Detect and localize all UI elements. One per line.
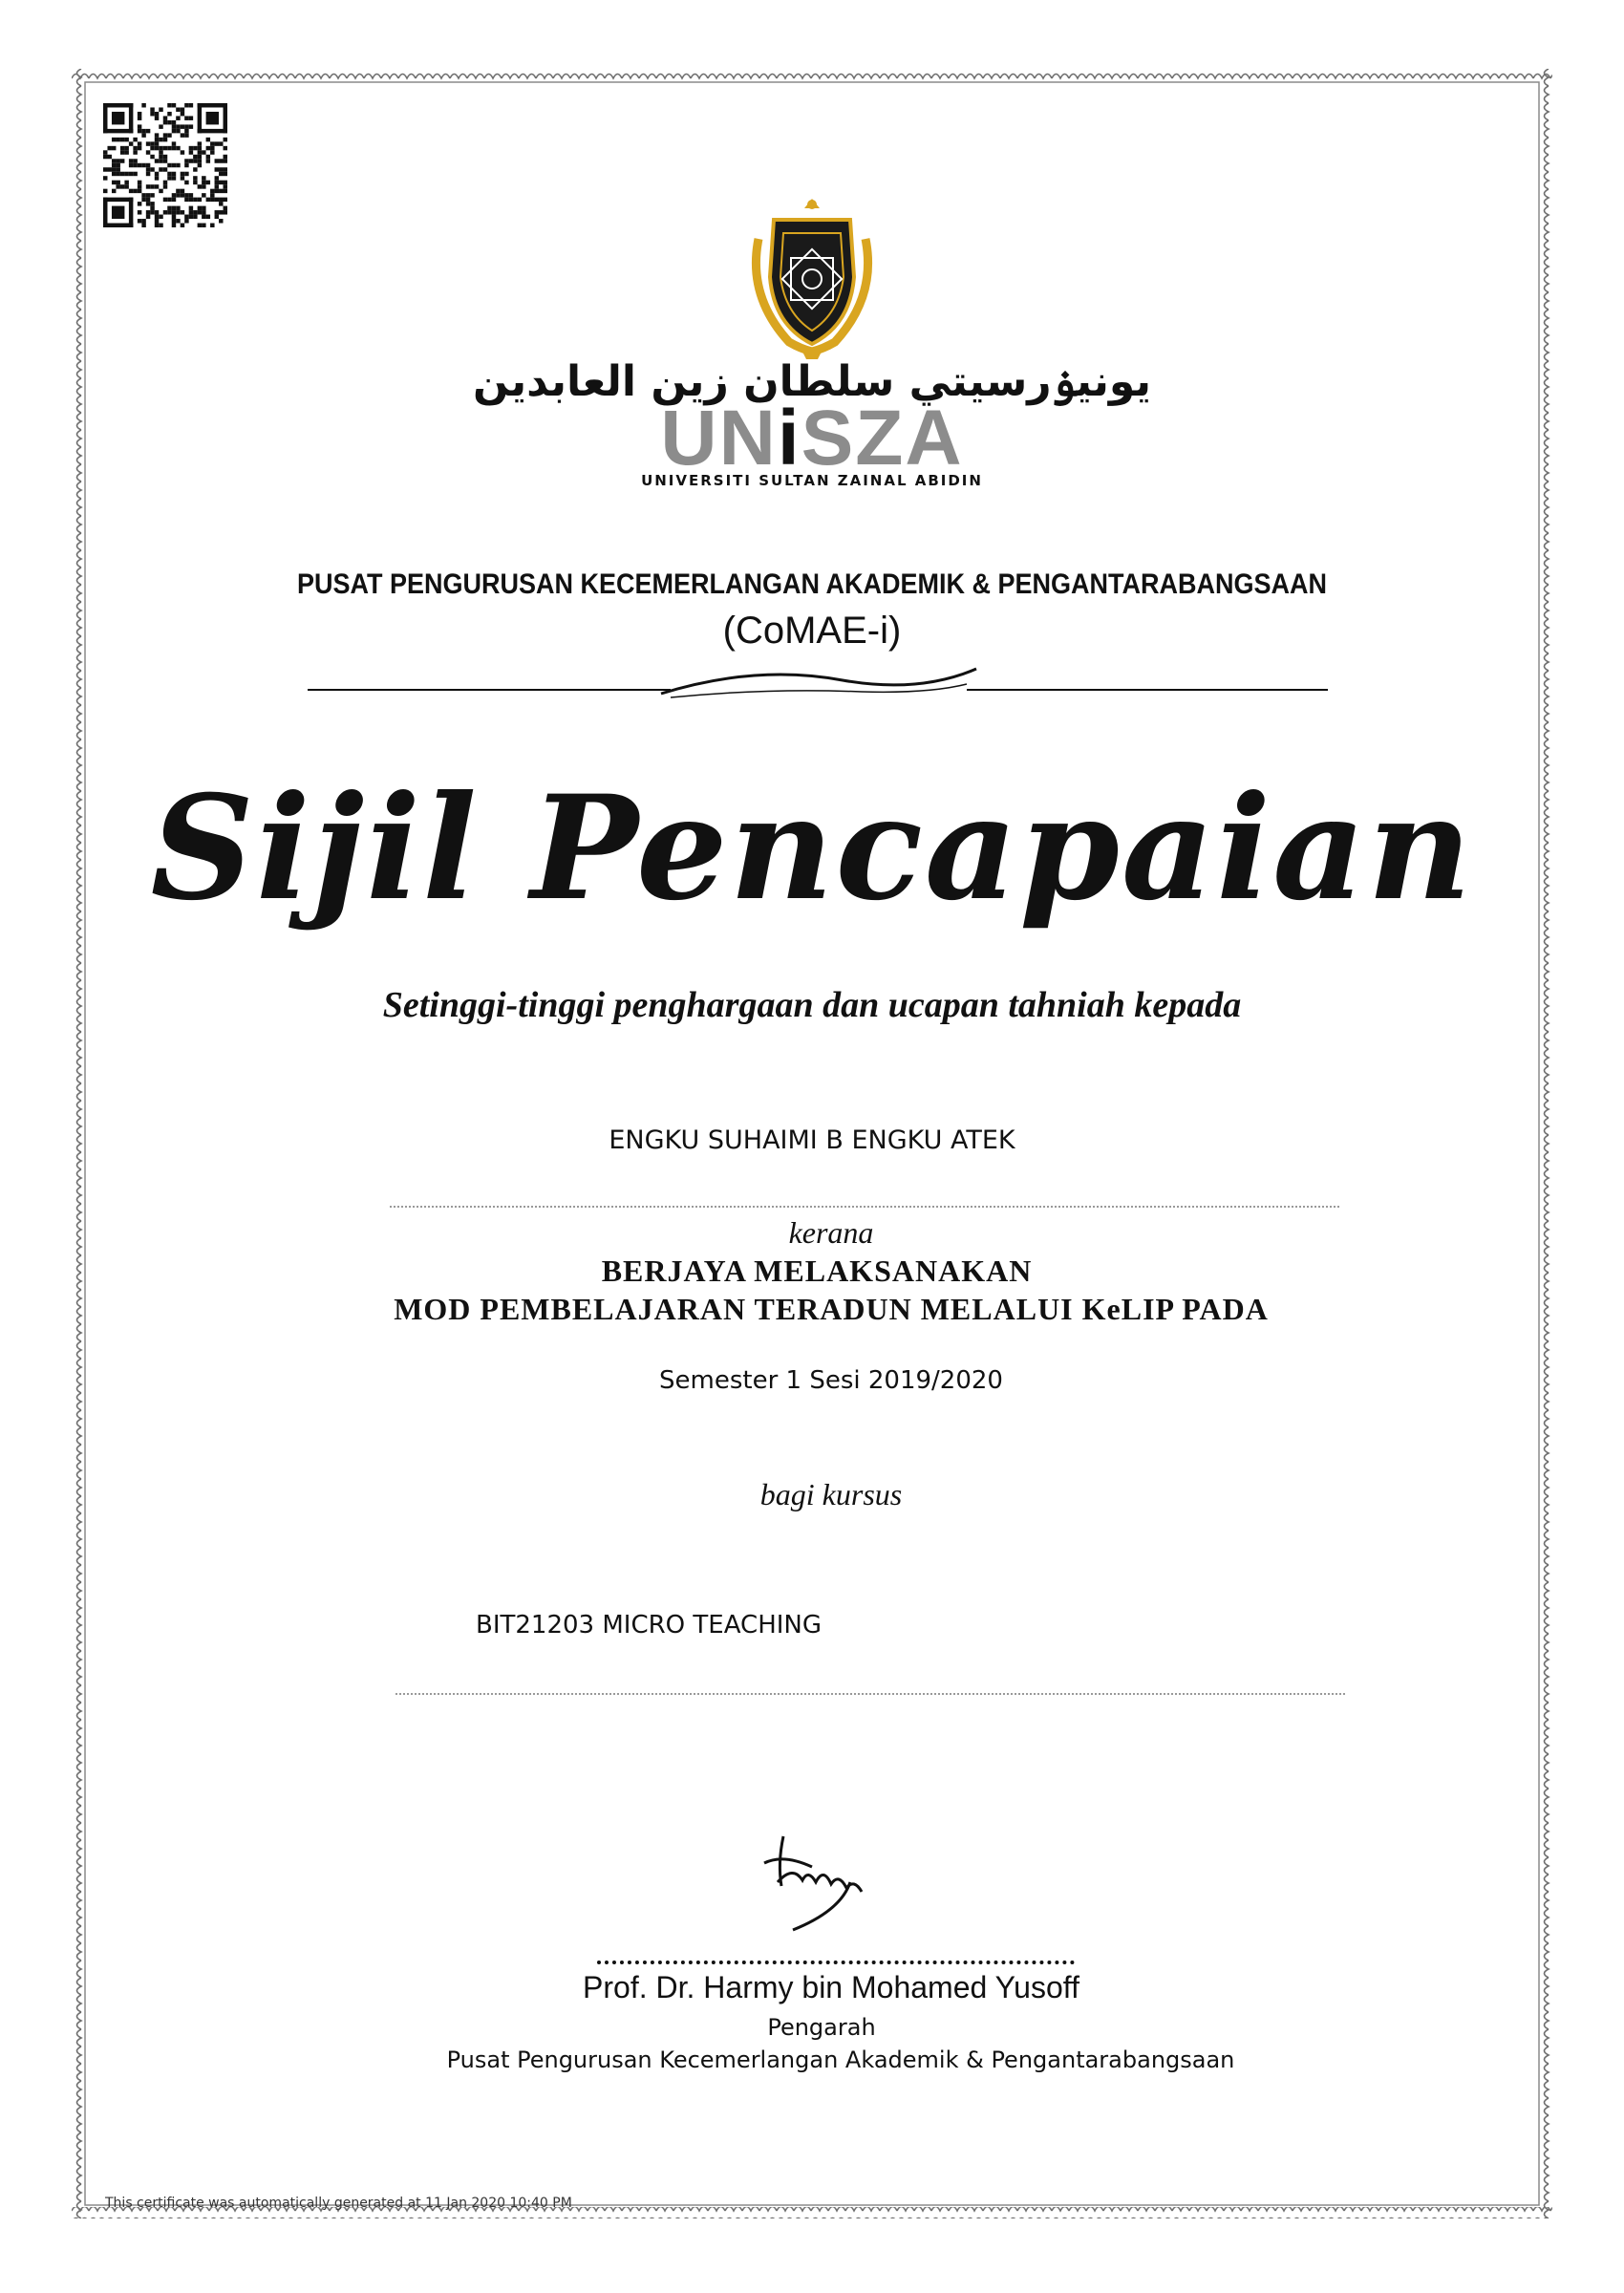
generated-note: This certificate was automatically generated at 11 Jan 2020 10:40 PM bbox=[105, 2196, 572, 2211]
department-abbreviation: (CoMAE-i) bbox=[722, 610, 902, 652]
logo-i: i bbox=[777, 395, 801, 482]
university-crest-icon bbox=[745, 191, 879, 363]
signature-dotted-line bbox=[597, 1961, 1075, 1964]
department-name: PUSAT PENGURUSAN KECEMERLANGAN AKADEMIK & PENGANTARABANGSAAN bbox=[296, 568, 1328, 600]
signatory-title: Pengarah bbox=[767, 2014, 876, 2041]
university-arabic-name: يونيۏرسيتي سلطان زين العابدين bbox=[473, 357, 1151, 406]
kerana-text: kerana bbox=[788, 1215, 874, 1250]
recipient-dotted-line bbox=[390, 1206, 1339, 1208]
signatory-organization: Pusat Pengurusan Kecemerlangan Akademik & Pengantarabangsaan bbox=[446, 2047, 1235, 2073]
qr-code-icon bbox=[103, 103, 227, 227]
course-dotted-line bbox=[395, 1693, 1345, 1695]
achievement-line-1: BERJAYA MELAKSANAKAN bbox=[601, 1254, 1033, 1288]
course-name: BIT21203 MICRO TEACHING bbox=[476, 1611, 823, 1639]
logo-suffix: SZA bbox=[801, 395, 964, 482]
signatory-name: Prof. Dr. Harmy bin Mohamed Yusoff bbox=[583, 1970, 1079, 2004]
achievement-line-2: MOD PEMBELAJARAN TERADUN MELALUI KeLIP PADA bbox=[394, 1292, 1269, 1326]
certificate-subtitle: Setinggi-tinggi penghargaan dan ucapan tahniah kepada bbox=[382, 985, 1242, 1025]
semester-text: Semester 1 Sesi 2019/2020 bbox=[659, 1366, 1003, 1395]
bagi-kursus-text: bagi kursus bbox=[759, 1477, 903, 1511]
certificate-title: Sijil Pencapaian bbox=[150, 764, 1474, 932]
university-logo-text bbox=[0, 394, 1624, 483]
signature-icon bbox=[755, 1825, 888, 1939]
university-full-name: UNIVERSITI SULTAN ZAINAL ABIDIN bbox=[641, 472, 983, 489]
logo-prefix: UN bbox=[660, 395, 778, 482]
ornamental-divider bbox=[308, 659, 1328, 707]
recipient-name: ENGKU SUHAIMI B ENGKU ATEK bbox=[609, 1125, 1015, 1155]
